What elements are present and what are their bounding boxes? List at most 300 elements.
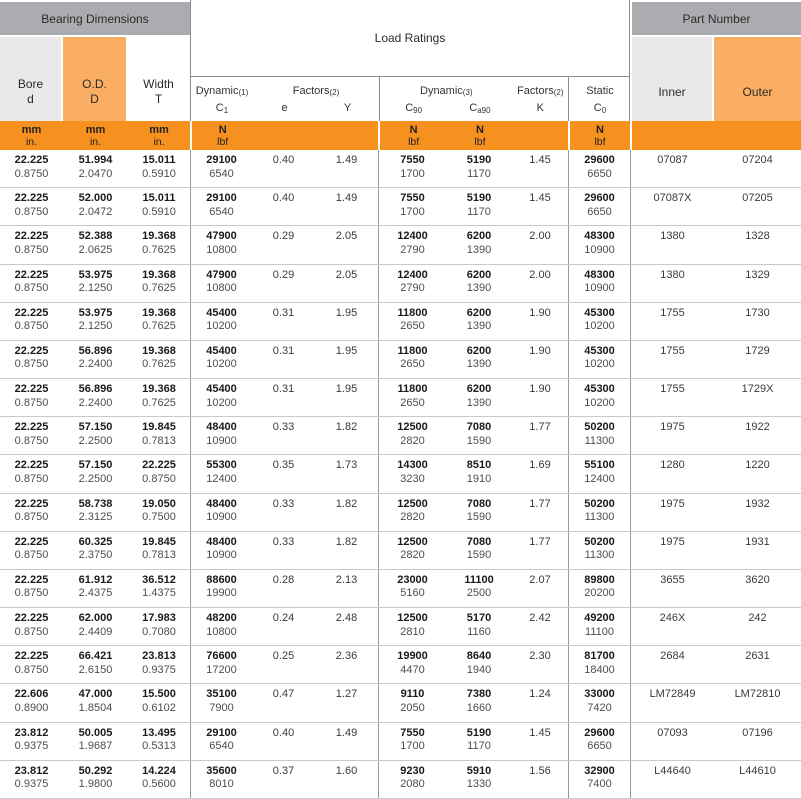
ca90-secondary-value: 1390 bbox=[466, 358, 492, 371]
width-primary-value: 19.368 bbox=[142, 268, 176, 281]
ca90-primary-value: 7080 bbox=[466, 421, 492, 434]
c90-primary-value: 12400 bbox=[397, 268, 428, 281]
e-value: 0.33 bbox=[272, 421, 295, 434]
cell-y bbox=[315, 265, 378, 302]
cell-k bbox=[512, 532, 568, 569]
table-row bbox=[0, 417, 801, 455]
c0-primary-value: 29600 bbox=[584, 192, 615, 205]
k-value: 1.77 bbox=[529, 497, 551, 510]
bore-secondary-value: 0.8750 bbox=[14, 472, 49, 485]
e-symbol: e bbox=[281, 101, 288, 114]
cell-c1 bbox=[190, 570, 252, 607]
outer-value: 1730 bbox=[745, 306, 770, 319]
cell-k bbox=[512, 417, 568, 454]
ca90-secondary-value: 1390 bbox=[466, 320, 492, 333]
cell-k bbox=[512, 455, 568, 492]
c90-secondary-value: 2810 bbox=[400, 625, 425, 638]
cell-ca90 bbox=[446, 684, 512, 721]
inner-value: 1280 bbox=[660, 459, 685, 472]
width-secondary-value: 0.6102 bbox=[142, 701, 176, 714]
c1-primary-value: 48200 bbox=[206, 612, 237, 625]
cell-k bbox=[512, 494, 568, 531]
width-primary-value: 13.495 bbox=[142, 726, 176, 739]
load-ratings-header bbox=[190, 0, 630, 77]
cell-y bbox=[315, 723, 378, 760]
outer-value: 1329 bbox=[745, 268, 770, 281]
y-value: 1.82 bbox=[335, 535, 358, 548]
cell-c1 bbox=[190, 188, 252, 225]
od-primary-value: 50.005 bbox=[78, 726, 113, 739]
y-value: 2.36 bbox=[335, 650, 358, 663]
ca90-primary-value: 5170 bbox=[466, 612, 492, 625]
outer-value: 07205 bbox=[742, 192, 773, 205]
column-header-od bbox=[63, 37, 126, 121]
cell-k bbox=[512, 646, 568, 683]
column-header-inner bbox=[632, 37, 712, 121]
cell-outer bbox=[714, 265, 801, 302]
cell-c90 bbox=[378, 150, 446, 187]
bore-primary-value: 22.225 bbox=[14, 573, 49, 586]
load-ratings-subheader bbox=[190, 77, 630, 121]
y-value: 1.60 bbox=[335, 764, 358, 777]
width-secondary-value: 0.9375 bbox=[142, 663, 176, 676]
inner-value: L44640 bbox=[654, 764, 691, 777]
ca90-primary-value: 6200 bbox=[466, 268, 492, 281]
bore-secondary-value: 0.8750 bbox=[14, 549, 49, 562]
c90-secondary-value: 2650 bbox=[400, 358, 425, 371]
cell-width bbox=[128, 265, 190, 302]
y-symbol: Y bbox=[343, 101, 352, 114]
width-primary-value: 17.983 bbox=[142, 612, 176, 625]
cell-e bbox=[252, 684, 315, 721]
bore-secondary-value: 0.8750 bbox=[14, 396, 49, 409]
c90-primary-value: 11800 bbox=[397, 383, 428, 396]
cell-bore bbox=[0, 532, 63, 569]
c90-primary-value: 7550 bbox=[400, 154, 425, 166]
c0-primary-value: 89800 bbox=[584, 573, 615, 586]
cell-outer bbox=[714, 684, 801, 721]
ca90-secondary-value: 1660 bbox=[466, 701, 492, 714]
table-row bbox=[0, 150, 801, 188]
cell-c0 bbox=[568, 150, 630, 187]
cell-od bbox=[63, 226, 128, 263]
cell-outer bbox=[714, 379, 801, 416]
ca90-secondary-value: 1160 bbox=[467, 625, 491, 638]
cell-ca90 bbox=[446, 608, 512, 645]
cell-outer bbox=[714, 341, 801, 378]
inner-value: 2684 bbox=[660, 650, 685, 663]
width-secondary-value: 0.7813 bbox=[142, 549, 176, 562]
units-dynamic3 bbox=[378, 121, 568, 150]
bore-primary-value: 22.225 bbox=[14, 650, 49, 663]
load-ratings-label: Load Ratings bbox=[374, 31, 446, 45]
y-value: 1.95 bbox=[335, 306, 358, 319]
od-secondary-value: 2.2400 bbox=[78, 396, 113, 409]
width-secondary-value: 0.7500 bbox=[142, 511, 176, 524]
cell-width bbox=[128, 723, 190, 760]
inner-value: 07093 bbox=[657, 726, 688, 739]
c1-secondary-value: 17200 bbox=[206, 663, 237, 676]
cell-c1 bbox=[190, 532, 252, 569]
units-bore: mm in. bbox=[21, 123, 42, 148]
cell-k bbox=[512, 379, 568, 416]
e-value: 0.33 bbox=[272, 497, 295, 510]
c0-secondary-value: 6650 bbox=[587, 740, 612, 753]
od-secondary-value: 1.8504 bbox=[78, 701, 113, 714]
k-symbol: K bbox=[536, 101, 544, 114]
cell-k bbox=[512, 188, 568, 225]
c0-secondary-value: 11100 bbox=[585, 625, 614, 638]
c1-secondary-value: 10800 bbox=[206, 282, 237, 295]
c90-primary-value: 12400 bbox=[397, 230, 428, 243]
cell-c90 bbox=[378, 494, 446, 531]
c1-primary-value: 48400 bbox=[206, 497, 237, 510]
table-header bbox=[0, 0, 801, 121]
cell-c1 bbox=[190, 150, 252, 187]
width-secondary-value: 0.5313 bbox=[142, 740, 176, 753]
width-primary-value: 19.368 bbox=[142, 344, 176, 357]
c90-primary-value: 23000 bbox=[397, 573, 428, 586]
cell-ca90 bbox=[446, 761, 512, 798]
cell-inner bbox=[630, 341, 714, 378]
c0-primary-value: 32900 bbox=[584, 764, 615, 777]
c1-secondary-value: 12400 bbox=[206, 472, 237, 485]
bore-primary-value: 22.225 bbox=[14, 421, 49, 434]
cell-k bbox=[512, 684, 568, 721]
e-value: 0.33 bbox=[272, 535, 295, 548]
inner-value: 3655 bbox=[660, 573, 685, 586]
cell-y bbox=[315, 379, 378, 416]
cell-outer bbox=[714, 646, 801, 683]
c0-secondary-value: 11300 bbox=[584, 549, 615, 562]
e-value: 0.47 bbox=[272, 688, 295, 701]
od-secondary-value: 2.4409 bbox=[78, 625, 113, 638]
c90-primary-value: 19900 bbox=[397, 650, 428, 663]
c90-primary-value: 9230 bbox=[400, 764, 425, 777]
bore-primary-value: 22.225 bbox=[14, 268, 49, 281]
units-c1: N lbf bbox=[217, 123, 229, 148]
k-value: 2.07 bbox=[529, 573, 551, 586]
cell-ca90 bbox=[446, 150, 512, 187]
ca90-secondary-value: 1330 bbox=[466, 778, 492, 791]
cell-outer bbox=[714, 188, 801, 225]
cell-inner bbox=[630, 150, 714, 187]
bore-primary-value: 22.225 bbox=[14, 612, 49, 625]
c1-primary-value: 45400 bbox=[206, 344, 237, 357]
width-secondary-value: 0.7625 bbox=[142, 243, 176, 256]
cell-bore bbox=[0, 723, 63, 760]
cell-ca90 bbox=[446, 417, 512, 454]
bore-primary-value: 22.606 bbox=[14, 688, 49, 701]
k-value: 1.24 bbox=[529, 688, 551, 701]
c0-primary-value: 50200 bbox=[584, 497, 615, 510]
k-value: 1.45 bbox=[529, 192, 551, 205]
width-primary-value: 22.225 bbox=[142, 459, 176, 472]
c0-secondary-value: 20200 bbox=[584, 587, 615, 600]
cell-k bbox=[512, 265, 568, 302]
od-primary-value: 52.000 bbox=[78, 192, 113, 205]
c0-secondary-value: 7420 bbox=[587, 701, 612, 714]
cell-c0 bbox=[568, 341, 630, 378]
cell-k bbox=[512, 341, 568, 378]
od-primary-value: 57.150 bbox=[78, 421, 113, 434]
cell-c90 bbox=[378, 417, 446, 454]
cell-od bbox=[63, 379, 128, 416]
c1-primary-value: 45400 bbox=[206, 383, 237, 396]
cell-outer bbox=[714, 570, 801, 607]
cell-od bbox=[63, 494, 128, 531]
cell-y bbox=[315, 455, 378, 492]
table-row bbox=[0, 494, 801, 532]
k-value: 1.56 bbox=[529, 764, 551, 777]
cell-e bbox=[252, 226, 315, 263]
inner-value: 1755 bbox=[660, 344, 685, 357]
table-row bbox=[0, 226, 801, 264]
c0-secondary-value: 6650 bbox=[587, 205, 612, 218]
c0-secondary-value: 11300 bbox=[584, 434, 615, 447]
c0-primary-value: 33000 bbox=[584, 688, 615, 701]
cell-y bbox=[315, 150, 378, 187]
cell-c1 bbox=[190, 379, 252, 416]
c90-primary-value: 7550 bbox=[400, 726, 425, 739]
cell-e bbox=[252, 303, 315, 340]
c0-secondary-value: 7400 bbox=[587, 778, 612, 791]
cell-inner bbox=[630, 532, 714, 569]
cell-y bbox=[315, 417, 378, 454]
part-number-header bbox=[632, 2, 801, 35]
ca90-secondary-value: 1590 bbox=[466, 549, 492, 562]
cell-inner bbox=[630, 494, 714, 531]
width-secondary-value: 1.4375 bbox=[142, 587, 176, 600]
c1-secondary-value: 10900 bbox=[206, 434, 237, 447]
cell-width bbox=[128, 608, 190, 645]
bore-symbol: d bbox=[27, 92, 34, 106]
cell-e bbox=[252, 494, 315, 531]
units-dimensions bbox=[0, 121, 190, 150]
bearing-dimensions-label: Bearing Dimensions bbox=[41, 11, 149, 26]
cell-ca90 bbox=[446, 188, 512, 225]
od-secondary-value: 2.2400 bbox=[78, 358, 113, 371]
ca90-secondary-value: 1170 bbox=[467, 205, 491, 218]
cell-inner bbox=[630, 608, 714, 645]
cell-c0 bbox=[568, 608, 630, 645]
e-value: 0.29 bbox=[272, 230, 295, 243]
c90-secondary-value: 2790 bbox=[400, 282, 425, 295]
cell-od bbox=[63, 150, 128, 187]
c1-primary-value: 35600 bbox=[206, 764, 237, 777]
width-primary-value: 19.368 bbox=[142, 383, 176, 396]
outer-value: 242 bbox=[748, 612, 767, 625]
c90-secondary-value: 2820 bbox=[400, 549, 425, 562]
k-value: 1.90 bbox=[529, 383, 551, 396]
cell-k bbox=[512, 150, 568, 187]
bore-secondary-value: 0.8750 bbox=[14, 243, 49, 256]
k-value: 2.30 bbox=[529, 650, 551, 663]
part-number-label: Part Number bbox=[682, 11, 751, 26]
y-value: 1.49 bbox=[335, 192, 358, 205]
cell-width bbox=[128, 226, 190, 263]
width-primary-value: 19.368 bbox=[142, 230, 176, 243]
bore-primary-value: 22.225 bbox=[14, 535, 49, 548]
cell-inner bbox=[630, 684, 714, 721]
od-primary-value: 58.738 bbox=[78, 497, 113, 510]
k-value: 1.90 bbox=[529, 306, 551, 319]
table-row bbox=[0, 455, 801, 493]
c0-secondary-value: 10200 bbox=[584, 396, 615, 409]
cell-c90 bbox=[378, 684, 446, 721]
od-primary-value: 47.000 bbox=[78, 688, 113, 701]
ca90-secondary-value: 1170 bbox=[467, 740, 491, 753]
outer-value: 1922 bbox=[745, 421, 770, 434]
c90-secondary-value: 3230 bbox=[400, 472, 425, 485]
cell-c0 bbox=[568, 646, 630, 683]
inner-value: 07087 bbox=[657, 154, 688, 166]
e-value: 0.31 bbox=[272, 383, 295, 396]
units-static bbox=[568, 121, 630, 150]
cell-inner bbox=[630, 455, 714, 492]
cell-e bbox=[252, 379, 315, 416]
bore-primary-value: 23.812 bbox=[14, 726, 49, 739]
bore-primary-value: 22.225 bbox=[14, 459, 49, 472]
width-primary-value: 23.813 bbox=[142, 650, 176, 663]
cell-ca90 bbox=[446, 265, 512, 302]
cell-bore bbox=[0, 303, 63, 340]
c1-secondary-value: 10800 bbox=[206, 625, 237, 638]
c1-primary-value: 29100 bbox=[206, 154, 237, 166]
static-group-label: Static bbox=[586, 84, 614, 97]
od-symbol: D bbox=[90, 92, 99, 106]
table-row bbox=[0, 303, 801, 341]
od-secondary-value: 2.0472 bbox=[78, 205, 113, 218]
cell-ca90 bbox=[446, 532, 512, 569]
table-row bbox=[0, 265, 801, 303]
cell-inner bbox=[630, 379, 714, 416]
bore-primary-value: 22.225 bbox=[14, 192, 49, 205]
cell-e bbox=[252, 570, 315, 607]
c0-primary-value: 29600 bbox=[584, 726, 615, 739]
cell-y bbox=[315, 684, 378, 721]
cell-y bbox=[315, 494, 378, 531]
cell-k bbox=[512, 723, 568, 760]
cell-c1 bbox=[190, 226, 252, 263]
e-value: 0.40 bbox=[272, 726, 295, 739]
c1-primary-value: 47900 bbox=[206, 230, 237, 243]
cell-outer bbox=[714, 455, 801, 492]
od-primary-value: 53.975 bbox=[78, 306, 113, 319]
e-value: 0.31 bbox=[272, 306, 295, 319]
subgroup-dynamic1-factors bbox=[191, 77, 379, 121]
od-secondary-value: 2.3750 bbox=[78, 549, 113, 562]
k-value: 1.45 bbox=[529, 726, 551, 739]
cell-outer bbox=[714, 150, 801, 187]
cell-od bbox=[63, 341, 128, 378]
width-label: Width bbox=[143, 77, 174, 91]
outer-value: L44610 bbox=[739, 764, 776, 777]
cell-outer bbox=[714, 417, 801, 454]
c1-secondary-value: 7900 bbox=[209, 701, 234, 714]
e-value: 0.24 bbox=[272, 612, 295, 625]
c0-primary-value: 81700 bbox=[584, 650, 615, 663]
c90-secondary-value: 2650 bbox=[400, 396, 425, 409]
cell-c90 bbox=[378, 341, 446, 378]
y-value: 1.82 bbox=[335, 497, 358, 510]
bore-secondary-value: 0.8750 bbox=[14, 663, 49, 676]
cell-width bbox=[128, 417, 190, 454]
cell-c0 bbox=[568, 494, 630, 531]
cell-c1 bbox=[190, 341, 252, 378]
cell-width bbox=[128, 379, 190, 416]
units-factors-left-blank bbox=[253, 121, 378, 150]
cell-inner bbox=[630, 761, 714, 798]
k-value: 1.90 bbox=[529, 344, 551, 357]
y-value: 2.48 bbox=[335, 612, 358, 625]
cell-y bbox=[315, 303, 378, 340]
c90-secondary-value: 5160 bbox=[400, 587, 425, 600]
od-primary-value: 62.000 bbox=[78, 612, 113, 625]
c1-secondary-value: 10200 bbox=[206, 358, 237, 371]
table-row bbox=[0, 570, 801, 608]
cell-e bbox=[252, 646, 315, 683]
k-value: 1.77 bbox=[529, 535, 551, 548]
c0-primary-value: 55100 bbox=[584, 459, 615, 472]
cell-c0 bbox=[568, 723, 630, 760]
c1-secondary-value: 6540 bbox=[209, 167, 234, 180]
c1-primary-value: 29100 bbox=[206, 192, 237, 205]
od-secondary-value: 2.0625 bbox=[78, 243, 113, 256]
cell-od bbox=[63, 646, 128, 683]
cell-width bbox=[128, 150, 190, 187]
c1-secondary-value: 8010 bbox=[209, 778, 234, 791]
outer-value: 07204 bbox=[742, 154, 773, 166]
k-value: 2.00 bbox=[529, 268, 551, 281]
dynamic1-group-label: Dynamic (1) bbox=[195, 84, 249, 97]
c0-primary-value: 48300 bbox=[584, 230, 615, 243]
cell-c0 bbox=[568, 226, 630, 263]
dynamic3-group-label: Dynamic (3) bbox=[420, 84, 473, 97]
cell-inner bbox=[630, 226, 714, 263]
cell-c0 bbox=[568, 188, 630, 225]
bore-secondary-value: 0.8750 bbox=[14, 167, 49, 180]
ca90-primary-value: 7380 bbox=[466, 688, 492, 701]
cell-od bbox=[63, 570, 128, 607]
width-primary-value: 15.011 bbox=[142, 192, 176, 205]
ca90-symbol: C a90 bbox=[469, 101, 491, 115]
cell-k bbox=[512, 761, 568, 798]
e-value: 0.37 bbox=[272, 764, 295, 777]
width-secondary-value: 0.7625 bbox=[142, 282, 176, 295]
k-value: 2.00 bbox=[529, 230, 551, 243]
cell-outer bbox=[714, 226, 801, 263]
inner-value: 07087X bbox=[653, 192, 692, 205]
bore-secondary-value: 0.8750 bbox=[14, 205, 49, 218]
inner-value: 1380 bbox=[660, 268, 685, 281]
c1-primary-value: 45400 bbox=[206, 306, 237, 319]
cell-c1 bbox=[190, 684, 252, 721]
cell-c1 bbox=[190, 761, 252, 798]
c0-secondary-value: 10900 bbox=[584, 243, 615, 256]
cell-od bbox=[63, 684, 128, 721]
outer-value: 07196 bbox=[742, 726, 773, 739]
cell-c0 bbox=[568, 532, 630, 569]
cell-od bbox=[63, 761, 128, 798]
y-value: 2.13 bbox=[335, 573, 358, 586]
cell-y bbox=[315, 570, 378, 607]
cell-c90 bbox=[378, 532, 446, 569]
cell-od bbox=[63, 723, 128, 760]
cell-ca90 bbox=[446, 341, 512, 378]
od-secondary-value: 2.0470 bbox=[78, 167, 113, 180]
subgroup-static bbox=[569, 77, 631, 121]
